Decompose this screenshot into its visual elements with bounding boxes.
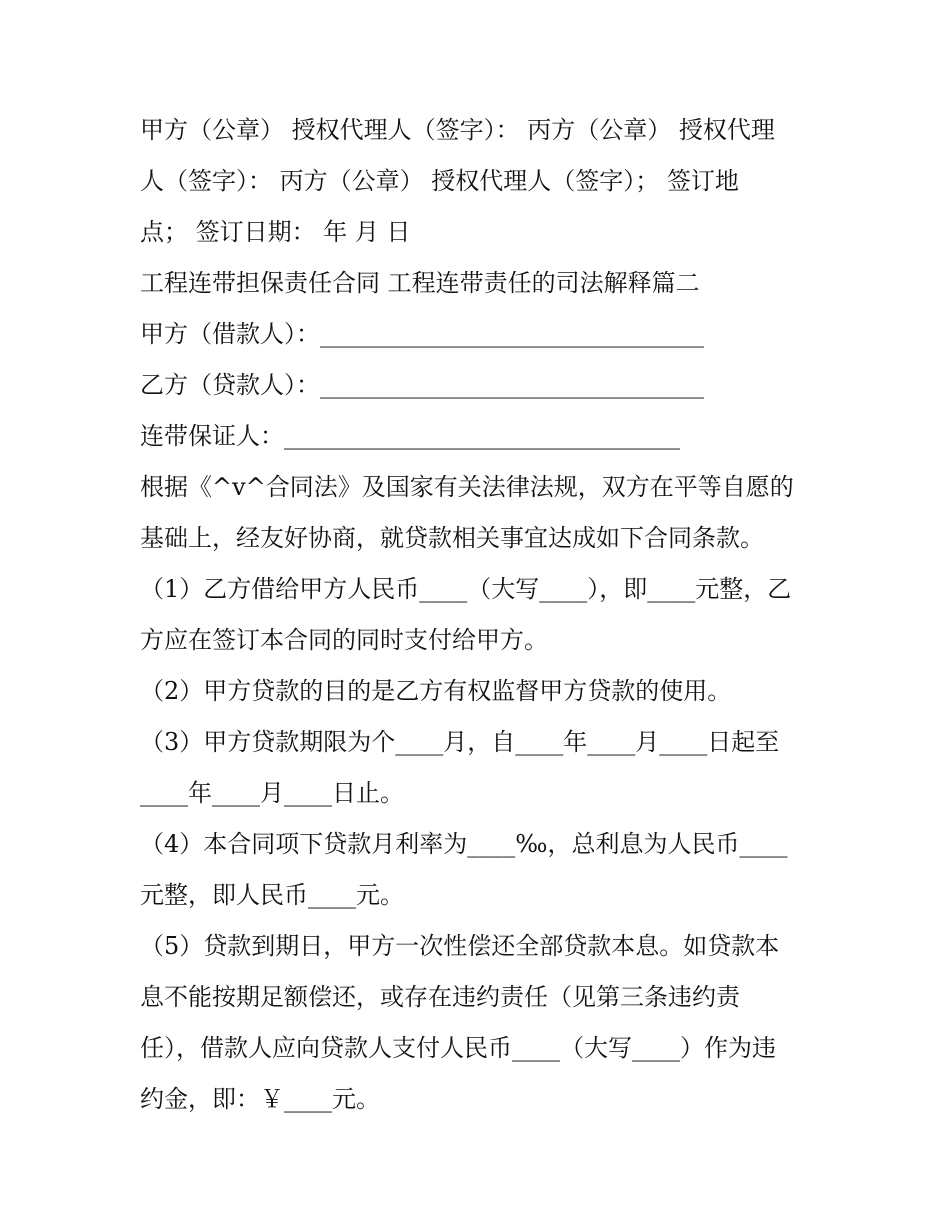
guarantor-line: 连带保证人：_________________________________ <box>140 422 680 450</box>
borrower-line: 甲方（借款人）：________________________________ <box>140 320 704 348</box>
text-line: 根据《^v^合同法》及国家有关法律法规，双方在平等自愿的 <box>140 473 794 501</box>
clause-4: （4）本合同项下贷款月利率为____‰，总利息为人民币____ <box>140 830 788 858</box>
section-heading: 工程连带担保责任合同 工程连带责任的司法解释篇二 <box>140 269 700 297</box>
text-line: 人（签字）： 丙方（公章） 授权代理人（签字）； 签订地 <box>140 167 739 195</box>
clause-3: （3）甲方贷款期限为个____月，自____年____月____日起至 <box>140 728 780 756</box>
document-body <box>140 105 820 1125</box>
clause-2: （2）甲方贷款的目的是乙方有权监督甲方贷款的使用。 <box>140 677 732 705</box>
text-line: 点； 签订日期： 年 月 日 <box>140 218 411 246</box>
text-line: 元整，即人民币____元。 <box>140 881 404 909</box>
lender-line: 乙方（贷款人）：________________________________ <box>140 371 704 399</box>
text-line: ____年____月____日止。 <box>140 779 404 807</box>
clause-5: （5）贷款到期日，甲方一次性偿还全部贷款本息。如贷款本 <box>140 932 780 960</box>
text-line: 甲方（公章） 授权代理人（签字）： 丙方（公章） 授权代理 <box>140 116 775 144</box>
text-line: 基础上，经友好协商，就贷款相关事宜达成如下合同条款。 <box>140 524 764 552</box>
text-line: 息不能按期足额偿还，或存在违约责任（见第三条违约责 <box>140 983 740 1011</box>
clause-1: （1）乙方借给甲方人民币____（大写____），即____元整，乙 <box>140 575 792 603</box>
text-line: 任），借款人应向贷款人支付人民币____（大写____）作为违 <box>140 1034 776 1062</box>
text-line: 约金，即：￥____元。 <box>140 1085 380 1113</box>
text-line: 方应在签订本合同的同时支付给甲方。 <box>140 626 548 654</box>
